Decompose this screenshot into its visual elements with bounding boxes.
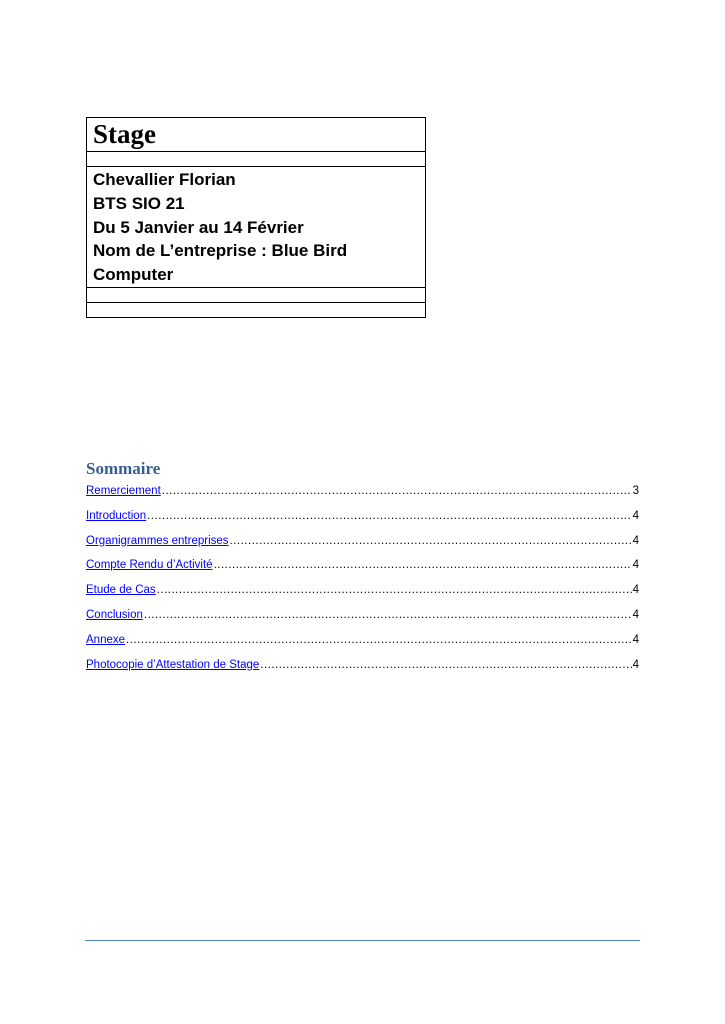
toc-leader-dots [214,555,632,575]
toc-leader-dots [157,580,632,600]
toc-page-number: 4 [632,559,639,572]
company-name-line-1: Nom de L’entreprise : Blue Bird [93,241,348,261]
toc-page-number: 4 [632,658,639,671]
toc-entry-etude-de-cas [86,580,639,605]
toc-entry-annexe [86,630,639,655]
class-name: BTS SIO 21 [93,193,185,213]
toc-entry-organigrammes [86,531,639,556]
toc-entry-remerciement [86,481,639,506]
toc-entry-attestation [86,655,639,680]
toc-link-attestation[interactable]: Photocopie d’Attestation de Stage [86,658,260,671]
student-name: Chevallier Florian [93,170,236,189]
toc-link-etude-de-cas[interactable]: Etude de Cas [86,584,156,597]
table-of-contents [86,481,639,679]
toc-leader-dots [230,531,632,551]
toc-link-compte-rendu[interactable]: Compte Rendu d’Activité [86,559,213,572]
cover-spacer-row [87,302,426,317]
toc-page-number: 4 [632,509,639,522]
toc-entry-conclusion [86,605,639,630]
toc-leader-dots [144,605,632,625]
toc-heading: Sommaire [86,459,161,478]
toc-link-annexe[interactable]: Annexe [86,633,126,646]
cover-title: Stage [87,118,426,152]
toc-leader-dots [147,506,631,526]
cover-spacer-row [87,287,426,302]
toc-entry-compte-rendu [86,555,639,580]
company-name-line-2: Computer [93,265,174,285]
toc-link-introduction[interactable]: Introduction [86,509,147,522]
toc-link-conclusion[interactable]: Conclusion [86,608,143,621]
cover-table [86,117,426,318]
toc-leader-dots [126,630,632,650]
toc-page-number: 4 [632,633,639,646]
toc-page-number: 4 [632,608,639,621]
toc-page-number: 4 [632,534,639,547]
toc-link-organigrammes[interactable]: Organigrammes entreprises [86,534,229,547]
toc-entry-introduction [86,506,639,531]
toc-leader-dots [162,481,632,501]
toc-page-number: 3 [632,485,639,497]
footer-rule [85,940,640,941]
cover-info [87,167,426,288]
toc-leader-dots [260,655,631,675]
toc-link-remerciement[interactable]: Remerciement [86,485,161,497]
cover-spacer-row [87,152,426,167]
toc-page-number: 4 [632,584,639,597]
internship-dates: Du 5 Janvier au 14 Février [93,217,304,237]
